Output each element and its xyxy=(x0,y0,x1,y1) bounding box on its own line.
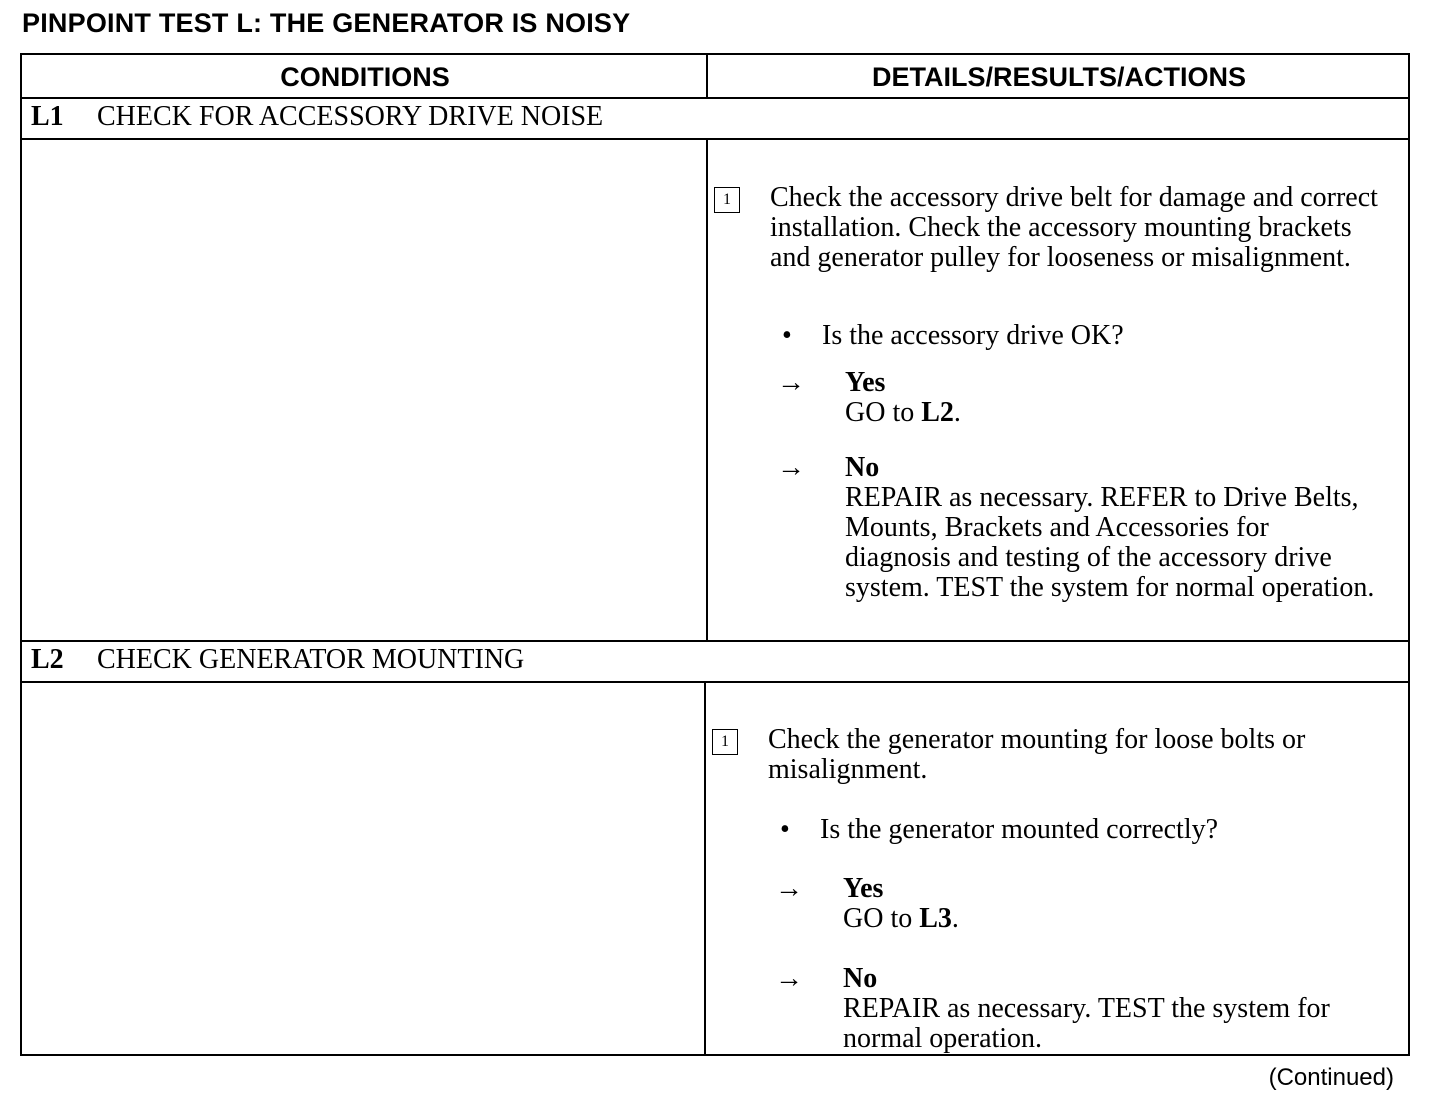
pinpoint-test-table xyxy=(20,53,1410,1056)
details-column-header: DETAILS/RESULTS/ACTIONS xyxy=(871,62,1246,92)
result-yes-l2 xyxy=(775,874,1378,934)
column-divider xyxy=(704,681,706,1056)
bullet-icon: • xyxy=(782,320,792,351)
substep-instruction: Check the generator mounting for loose bolts or misalignment. xyxy=(768,724,1306,785)
step-title: CHECK FOR ACCESSORY DRIVE NOISE xyxy=(97,101,604,132)
result-label: Yes xyxy=(845,367,886,398)
result-action: REPAIR as necessary. TEST the system for normal operation. xyxy=(843,993,1330,1054)
step-title: CHECK GENERATOR MOUNTING xyxy=(97,644,525,675)
result-action: GO to L3. xyxy=(843,903,959,934)
column-divider xyxy=(706,138,708,640)
result-action: REPAIR as necessary. REFER to Drive Belts, Mounts, Brackets and Accessories for diagnosis and testing of the accessory drive system. TEST the system for normal operation. xyxy=(845,482,1375,603)
result-no-l2 xyxy=(775,964,1378,1054)
step-id: L2 xyxy=(31,644,64,675)
question-l1 xyxy=(777,321,1124,351)
substep-number-box: 1 xyxy=(714,187,740,213)
continued-note: (Continued) xyxy=(1268,1064,1394,1091)
result-action: GO to L2. xyxy=(845,397,961,428)
step-heading-l2 xyxy=(31,644,524,676)
result-yes-l1 xyxy=(777,368,1378,428)
step-link-l2[interactable]: L2 xyxy=(921,397,954,428)
substep-l1-1 xyxy=(714,183,1378,273)
page-title: PINPOINT TEST L: THE GENERATOR IS NOISY xyxy=(22,8,631,38)
substep-number-box: 1 xyxy=(712,729,738,755)
arrow-right-icon: → xyxy=(775,963,803,994)
step-heading-l1 xyxy=(31,101,603,133)
row-divider xyxy=(22,640,1408,642)
result-label: Yes xyxy=(843,873,884,904)
arrow-right-icon: → xyxy=(777,367,805,398)
substep-instruction: Check the accessory drive belt for damage and correct installation. Check the accessory mounting brackets and generator pulley for looseness or misalignment. xyxy=(770,182,1378,273)
question-text: Is the generator mounted correctly? xyxy=(820,814,1219,845)
step-id: L1 xyxy=(31,101,64,132)
question-text: Is the accessory drive OK? xyxy=(822,320,1124,351)
result-label: No xyxy=(843,963,878,994)
arrow-right-icon: → xyxy=(775,873,803,904)
step-link-l3[interactable]: L3 xyxy=(919,903,952,934)
row-divider xyxy=(22,138,1408,140)
question-l2 xyxy=(775,815,1218,845)
substep-l2-1 xyxy=(712,725,1378,785)
conditions-column-header: CONDITIONS xyxy=(280,62,450,92)
row-divider xyxy=(22,681,1408,683)
arrow-right-icon: → xyxy=(777,452,805,483)
result-label: No xyxy=(845,452,880,483)
result-no-l1 xyxy=(777,453,1378,603)
column-divider xyxy=(706,55,708,97)
header-divider xyxy=(22,97,1408,99)
bullet-icon: • xyxy=(780,814,790,845)
